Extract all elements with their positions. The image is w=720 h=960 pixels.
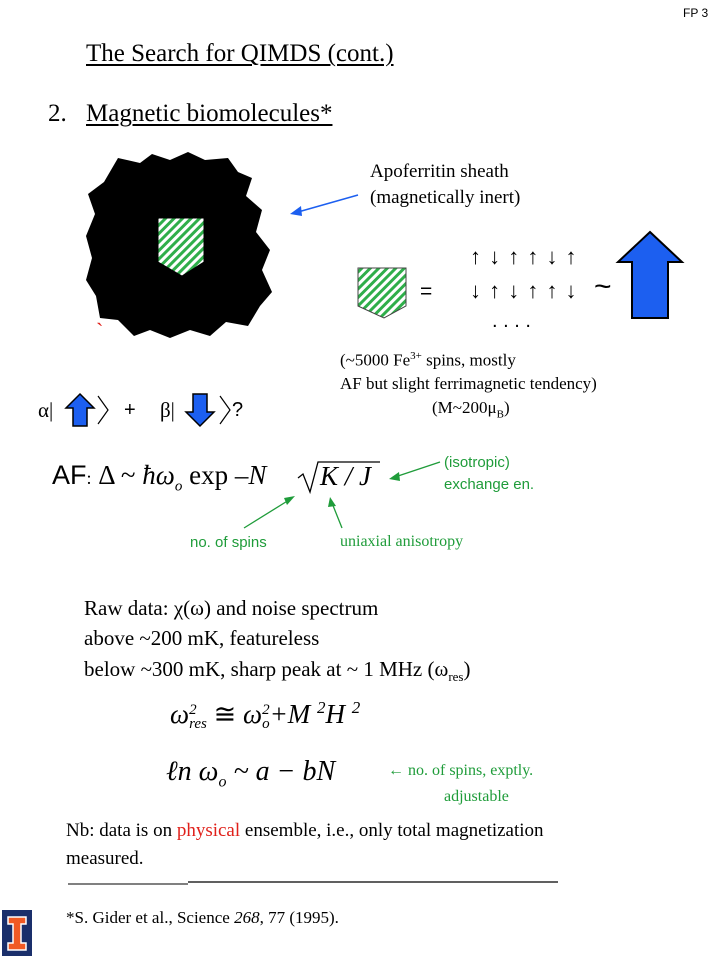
eq-approx: ≅: [206, 699, 243, 729]
raw-data-post: and noise spectrum: [210, 596, 379, 620]
nb-line2: measured.: [66, 848, 144, 869]
anisotropy-pointer-arrowhead: [328, 497, 336, 507]
exchange-note-line1: (isotropic): [444, 454, 510, 471]
ln-l: ℓn: [166, 756, 192, 787]
no-spins-note: no. of spins: [190, 534, 267, 551]
footnote-volume: 268: [234, 908, 260, 927]
eq-sup2d: 2: [351, 698, 361, 717]
eq-sup2: 2: [189, 701, 197, 718]
raw-data-line3-post: ): [463, 657, 471, 681]
delta-term: Δ ~: [98, 460, 143, 490]
footnote: [66, 908, 339, 928]
spin-note-line2: AF but slight ferrimagnetic tendency): [340, 374, 597, 393]
anisotropy-pointer-arrow: [332, 503, 342, 528]
exchange-pointer-arrow: [395, 462, 440, 477]
spin-row-1: ↑ ↓ ↑ ↑ ↓ ↑: [470, 244, 578, 269]
ket-bracket-1: [98, 396, 108, 424]
spin-note-line3: [432, 398, 510, 420]
question-mark: ?: [232, 399, 244, 421]
ln-rest: ~ a − bN: [226, 756, 336, 787]
res-sub: res: [448, 669, 464, 685]
raw-data-chi: χ(ω): [173, 596, 211, 620]
omega-sub: o: [174, 478, 183, 495]
spin-row-dots: . . . .: [492, 310, 531, 332]
eq-sub-o: o: [262, 715, 270, 732]
sheath-label-line1: Apoferritin sheath: [370, 161, 509, 182]
eq-sub-res: res: [189, 715, 207, 732]
fe-charge: 3+: [410, 350, 422, 362]
spin-note-line1: [340, 350, 516, 371]
raw-data-line3: [84, 657, 470, 685]
ket-bracket-2: [220, 396, 230, 424]
spin-up-icon: [66, 394, 94, 426]
moment-pre: (M~200μ: [432, 398, 497, 417]
sheath-label-line2: (magnetically inert): [370, 187, 521, 208]
eq-plus-m: +M: [269, 699, 318, 729]
ferritin-core-symbol: [358, 268, 406, 318]
ln-omega: ω: [191, 756, 219, 787]
beta-coefficient: β|: [160, 398, 175, 422]
slide-label: FP 3: [683, 6, 709, 20]
exchange-pointer-arrowhead: [389, 472, 400, 481]
k-over-j: K / J: [320, 461, 371, 491]
raw-data-line1: [84, 596, 378, 621]
ln-equation: [166, 756, 335, 792]
equals-sign: =: [420, 280, 433, 303]
raw-data-pre: Raw data:: [84, 596, 174, 620]
stray-backtick: `: [96, 318, 104, 343]
ln-sub-o: o: [218, 773, 227, 791]
sheath-pointer-arrowhead: [290, 206, 302, 216]
raw-data-line3-pre: below ~300 mK, sharp peak at ~ 1 MHz (ω: [84, 657, 449, 681]
nb-post: ensemble, i.e., only total magnetization: [240, 820, 544, 841]
af-label: AF: [52, 460, 87, 490]
alpha-coefficient: α|: [38, 398, 54, 422]
footnote-pre: *S. Gider et al., Science: [66, 908, 235, 927]
af-formula: [52, 460, 266, 495]
spin-note-post: spins, mostly: [421, 350, 516, 370]
raw-data-line2: above ~200 mK, featureless: [84, 626, 320, 650]
section-number: 2.: [48, 100, 67, 127]
no-spins-pointer-arrow: [244, 500, 289, 528]
exchange-note-line2: exchange en.: [444, 476, 535, 493]
spin-note-pre: (~5000 Fe: [340, 350, 411, 370]
net-moment-arrow: [618, 232, 682, 318]
sheath-label: [370, 159, 520, 211]
af-colon: :: [86, 468, 92, 488]
exchange-note: [444, 452, 534, 496]
eq-h: H: [325, 699, 352, 729]
eq-omega: ω: [170, 699, 190, 729]
spin-row-2: ↓ ↑ ↓ ↑ ↑ ↓: [470, 278, 578, 303]
nb-physical: physical: [176, 820, 241, 841]
eq-omega-o: ω: [242, 699, 263, 729]
n-term: N: [248, 460, 267, 490]
bohr-sub: B: [496, 408, 504, 421]
footnote-post: , 77 (1995).: [259, 908, 339, 927]
nb-pre: Nb: data is on: [66, 820, 177, 841]
no-spins-pointer-arrowhead: [284, 496, 295, 505]
nb-line1: [66, 820, 544, 842]
page-title: The Search for QIMDS (cont.): [86, 40, 394, 67]
tilde-sign: ~: [594, 270, 612, 303]
hbar-omega: ħω: [142, 460, 175, 490]
section-title: Magnetic biomolecules*: [86, 100, 333, 127]
eq-sup2c: 2: [317, 698, 326, 717]
exp-term: exp –: [182, 460, 249, 490]
anisotropy-note: uniaxial anisotropy: [340, 533, 464, 550]
plus-sign: +: [124, 399, 136, 421]
eq-sup2b: 2: [262, 701, 270, 718]
resonance-equation: [170, 698, 360, 731]
adjustable-note-line1: ← no. of spins, exptly.: [388, 762, 534, 779]
moment-post: ): [503, 398, 510, 417]
sheath-pointer-arrow: [298, 195, 358, 212]
adjustable-note-line2: adjustable: [444, 788, 509, 805]
spin-down-icon: [186, 394, 214, 426]
